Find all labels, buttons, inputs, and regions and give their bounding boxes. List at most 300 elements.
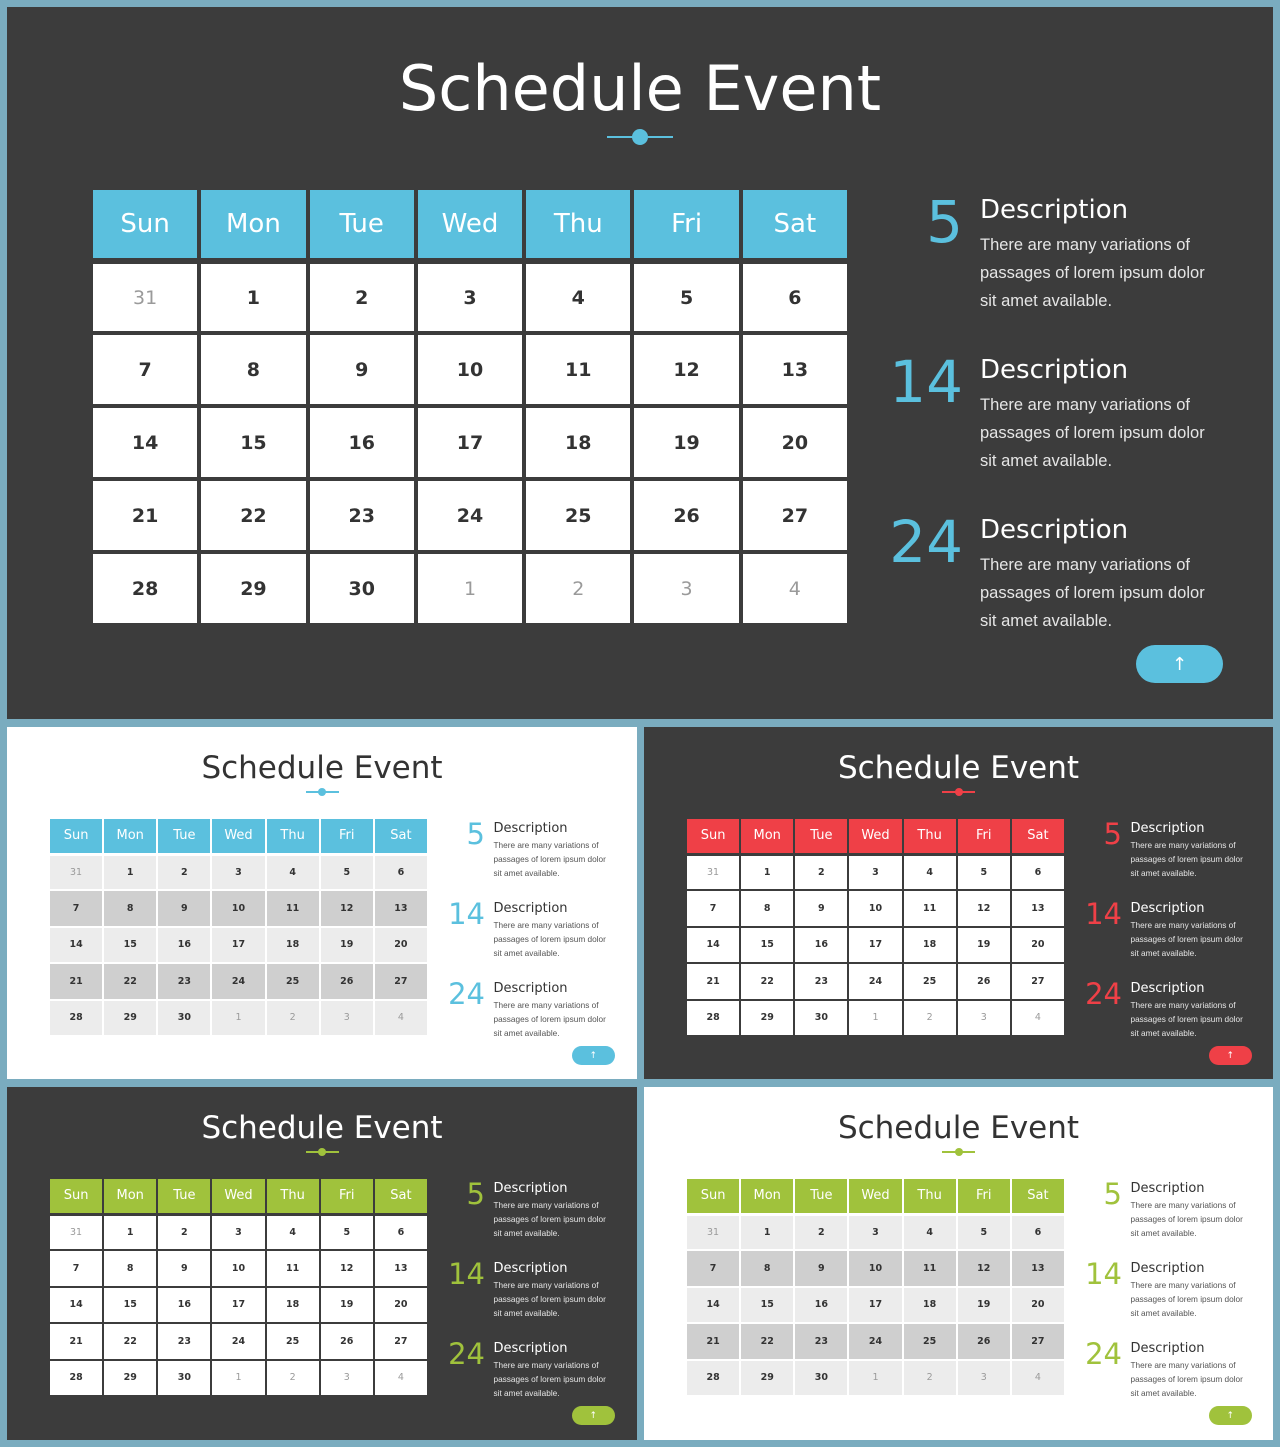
event-text: There are many variations of passages of lorem ipsum dolor sit amet available. [493, 1201, 606, 1238]
calendar-day-cell[interactable]: 13 [375, 891, 427, 926]
calendar-day-cell[interactable]: 3 [958, 1001, 1010, 1036]
calendar-day-cell[interactable]: 16 [158, 928, 210, 963]
calendar-day-cell[interactable]: 13 [375, 1251, 427, 1286]
calendar-day-cell[interactable]: 20 [375, 1288, 427, 1323]
calendar-day-cell[interactable]: 6 [1012, 856, 1064, 890]
calendar-day-cell[interactable]: 10 [212, 1251, 264, 1286]
calendar-day-cell[interactable]: 12 [321, 1251, 373, 1286]
weekday-header-sun: Sun [93, 190, 197, 258]
weekday-header-sat: Sat [375, 819, 427, 853]
scroll-up-button[interactable] [1136, 645, 1223, 683]
calendar-day-cell[interactable]: 2 [526, 554, 630, 623]
weekday-header-fri: Fri [321, 1179, 373, 1213]
calendar-day-cell[interactable]: 23 [158, 964, 210, 999]
up-arrow-icon: ↑ [589, 1410, 598, 1421]
calendar-day-cell[interactable]: 31 [687, 1216, 739, 1250]
calendar-day-cell[interactable]: 4 [904, 1216, 956, 1250]
calendar-day-cell[interactable]: 2 [310, 264, 414, 331]
title-divider [306, 787, 339, 797]
calendar-day-cell[interactable]: 16 [310, 408, 414, 477]
weekday-header-fri: Fri [958, 819, 1010, 853]
title-divider [607, 127, 673, 147]
event-description-list [447, 817, 617, 1047]
calendar-day-cell[interactable]: 10 [212, 891, 264, 926]
calendar-day-cell[interactable]: 3 [958, 1361, 1010, 1396]
weekday-header-sun: Sun [50, 819, 102, 853]
calendar-day-cell[interactable]: 3 [418, 264, 522, 331]
calendar-day-cell[interactable]: 3 [849, 856, 901, 890]
scroll-up-button[interactable] [572, 1046, 616, 1065]
calendar-day-cell[interactable]: 25 [904, 1324, 956, 1359]
calendar-day-cell[interactable]: 14 [687, 1288, 739, 1323]
calendar-day-cell[interactable]: 3 [321, 1361, 373, 1396]
weekday-header-mon: Mon [104, 1179, 156, 1213]
calendar-day-cell[interactable]: 6 [375, 856, 427, 890]
calendar-day-cell[interactable]: 17 [849, 928, 901, 963]
event-title: Description [1130, 901, 1205, 916]
calendar-day-cell[interactable]: 5 [321, 1216, 373, 1250]
slide-title: Schedule Event [201, 1110, 443, 1146]
event-title: Description [493, 901, 568, 916]
calendar-day-cell[interactable]: 18 [904, 928, 956, 963]
event-day-number: 5 [1103, 817, 1122, 851]
calendar-day-cell[interactable]: 2 [795, 856, 847, 890]
calendar-day-cell[interactable]: 9 [158, 1251, 210, 1286]
event-item [447, 1337, 617, 1412]
calendar-day-cell[interactable]: 1 [418, 554, 522, 623]
calendar-day-cell[interactable]: 4 [267, 1216, 319, 1250]
calendar-day-cell[interactable]: 13 [743, 335, 847, 404]
slide-dark-red [644, 727, 1273, 1079]
calendar-day-cell[interactable]: 20 [743, 408, 847, 477]
calendar-day-cell[interactable]: 14 [687, 928, 739, 963]
calendar-day-cell[interactable]: 21 [687, 1324, 739, 1359]
calendar-day-cell[interactable]: 12 [958, 891, 1010, 926]
event-item [447, 1177, 617, 1252]
calendar-day-cell[interactable]: 6 [1012, 1216, 1064, 1250]
event-item [447, 817, 617, 892]
scroll-up-button[interactable] [1209, 1406, 1253, 1425]
calendar-day-cell[interactable]: 27 [375, 1324, 427, 1359]
calendar-day-cell[interactable]: 26 [958, 1324, 1010, 1359]
divider-dot [318, 1148, 326, 1156]
calendar-day-cell[interactable]: 17 [849, 1288, 901, 1323]
title-divider [942, 787, 975, 797]
calendar-day-cell[interactable]: 8 [104, 891, 156, 926]
event-item [1084, 817, 1254, 892]
slide-title: Schedule Event [837, 1110, 1080, 1146]
calendar-day-cell[interactable]: 28 [93, 554, 197, 623]
calendar-day-cell[interactable]: 20 [1012, 1288, 1064, 1323]
up-arrow-icon: ↑ [1226, 1410, 1235, 1421]
calendar-day-cell[interactable]: 12 [958, 1251, 1010, 1286]
event-description-list [1084, 1177, 1254, 1407]
calendar-day-cell[interactable]: 29 [741, 1361, 793, 1396]
calendar-day-cell[interactable]: 15 [104, 928, 156, 963]
calendar-day-cell[interactable]: 19 [321, 928, 373, 963]
calendar-day-cell[interactable]: 27 [1012, 1324, 1064, 1359]
event-text: There are many variations of passages of lorem ipsum dolor sit amet available. [493, 841, 606, 878]
calendar-day-cell[interactable]: 24 [849, 964, 901, 999]
event-item [1084, 1177, 1254, 1252]
calendar-day-cell[interactable]: 1 [741, 1216, 793, 1250]
event-text: There are many variations of passages of lorem ipsum dolor sit amet available. [493, 921, 606, 958]
calendar-day-cell[interactable]: 20 [1012, 928, 1064, 963]
scroll-up-button[interactable] [1209, 1046, 1253, 1065]
calendar-day-cell[interactable]: 18 [267, 928, 319, 963]
event-item [1084, 1337, 1254, 1412]
calendar-day-cell[interactable]: 1 [104, 1216, 156, 1250]
calendar-day-cell[interactable]: 10 [418, 335, 522, 404]
calendar-day-cell[interactable]: 31 [687, 856, 739, 890]
calendar-day-cell[interactable]: 25 [267, 964, 319, 999]
calendar-day-cell[interactable]: 15 [741, 1288, 793, 1323]
calendar-day-cell[interactable]: 24 [212, 1324, 264, 1359]
calendar-day-cell[interactable]: 1 [201, 264, 305, 331]
weekday-header-mon: Mon [741, 819, 793, 853]
calendar-day-cell[interactable]: 25 [267, 1324, 319, 1359]
calendar-day-cell[interactable]: 5 [634, 264, 738, 331]
calendar-day-cell[interactable]: 26 [958, 964, 1010, 999]
weekday-header-tue: Tue [795, 819, 847, 853]
calendar-day-cell[interactable]: 1 [741, 856, 793, 890]
calendar-day-cell[interactable]: 20 [375, 928, 427, 963]
calendar-grid [50, 819, 427, 1036]
calendar-day-cell[interactable]: 11 [267, 891, 319, 926]
calendar-day-cell[interactable]: 19 [958, 928, 1010, 963]
event-text: There are many variations of passages of lorem ipsum dolor sit amet available. [980, 236, 1205, 310]
calendar-day-cell[interactable]: 7 [50, 891, 102, 926]
calendar-day-cell[interactable]: 13 [1012, 891, 1064, 926]
calendar-day-cell[interactable]: 4 [267, 856, 319, 890]
event-description-list [447, 1177, 617, 1407]
calendar-day-cell[interactable]: 4 [526, 264, 630, 331]
event-item [887, 507, 1227, 657]
calendar-day-cell[interactable]: 29 [201, 554, 305, 623]
event-description-list [1084, 817, 1254, 1047]
weekday-header-sun: Sun [687, 819, 739, 853]
calendar-day-cell[interactable]: 16 [795, 1288, 847, 1323]
event-text: There are many variations of passages of lorem ipsum dolor sit amet available. [493, 1281, 606, 1318]
divider-dot [318, 788, 326, 796]
calendar-day-cell[interactable]: 1 [212, 1361, 264, 1396]
calendar-day-cell[interactable]: 22 [741, 964, 793, 999]
calendar-day-cell[interactable]: 24 [849, 1324, 901, 1359]
calendar-day-cell[interactable]: 25 [904, 964, 956, 999]
weekday-header-tue: Tue [795, 1179, 847, 1213]
event-title: Description [1130, 981, 1205, 996]
calendar-day-cell[interactable]: 16 [158, 1288, 210, 1323]
event-title: Description [1130, 1181, 1205, 1196]
event-title: Description [493, 1261, 568, 1276]
weekday-header-wed: Wed [849, 1179, 901, 1213]
calendar-day-cell[interactable]: 18 [267, 1288, 319, 1323]
weekday-header-wed: Wed [212, 1179, 264, 1213]
divider-dot [955, 788, 963, 796]
calendar-day-cell[interactable]: 30 [795, 1361, 847, 1396]
event-text: There are many variations of passages of lorem ipsum dolor sit amet available. [1130, 841, 1243, 878]
calendar-day-cell[interactable]: 28 [50, 1361, 102, 1396]
calendar-day-cell[interactable]: 22 [201, 481, 305, 550]
slide-title: Schedule Event [398, 52, 882, 125]
calendar-day-cell[interactable]: 21 [687, 964, 739, 999]
calendar-day-cell[interactable]: 25 [526, 481, 630, 550]
calendar-day-cell[interactable]: 23 [795, 964, 847, 999]
slide-white-blue [7, 727, 637, 1079]
weekday-header-thu: Thu [267, 1179, 319, 1213]
calendar-day-cell[interactable]: 30 [795, 1001, 847, 1036]
calendar-day-cell[interactable]: 17 [418, 408, 522, 477]
calendar-day-cell[interactable]: 21 [50, 964, 102, 999]
calendar-day-cell[interactable]: 18 [904, 1288, 956, 1323]
calendar-day-cell[interactable]: 22 [104, 1324, 156, 1359]
calendar-day-cell[interactable]: 5 [321, 856, 373, 890]
calendar-day-cell[interactable]: 8 [201, 335, 305, 404]
weekday-header-thu: Thu [267, 819, 319, 853]
weekday-header-sat: Sat [1012, 1179, 1064, 1213]
calendar-day-cell[interactable]: 10 [849, 1251, 901, 1286]
calendar-day-cell[interactable]: 2 [158, 856, 210, 890]
calendar-day-cell[interactable]: 12 [321, 891, 373, 926]
calendar-day-cell[interactable]: 1 [212, 1001, 264, 1036]
weekday-header-fri: Fri [958, 1179, 1010, 1213]
event-title: Description [1130, 821, 1205, 836]
calendar-day-cell[interactable]: 26 [321, 964, 373, 999]
event-item [1084, 977, 1254, 1052]
calendar-day-cell[interactable]: 29 [104, 1001, 156, 1036]
event-item [887, 187, 1227, 337]
calendar-day-cell[interactable]: 9 [158, 891, 210, 926]
calendar-day-cell[interactable]: 26 [321, 1324, 373, 1359]
divider-dot [955, 1148, 963, 1156]
event-item [887, 347, 1227, 497]
calendar-day-cell[interactable]: 26 [634, 481, 738, 550]
event-title: Description [1130, 1341, 1205, 1356]
calendar-day-cell[interactable]: 23 [158, 1324, 210, 1359]
event-item [1084, 1257, 1254, 1332]
calendar-day-cell[interactable]: 23 [310, 481, 414, 550]
calendar-day-cell[interactable]: 19 [958, 1288, 1010, 1323]
calendar-day-cell[interactable]: 3 [212, 856, 264, 890]
title-divider [306, 1147, 339, 1157]
calendar-day-cell[interactable]: 7 [687, 1251, 739, 1286]
weekday-header-mon: Mon [741, 1179, 793, 1213]
calendar-day-cell[interactable]: 2 [904, 1361, 956, 1396]
event-text: There are many variations of passages of lorem ipsum dolor sit amet available. [1130, 1001, 1243, 1038]
event-text: There are many variations of passages of lorem ipsum dolor sit amet available. [1130, 1201, 1243, 1238]
event-day-number: 14 [1085, 1257, 1122, 1291]
weekday-header-sat: Sat [1012, 819, 1064, 853]
calendar-day-cell[interactable]: 21 [93, 481, 197, 550]
event-item [447, 1257, 617, 1332]
calendar-day-cell[interactable]: 12 [634, 335, 738, 404]
calendar-day-cell[interactable]: 2 [904, 1001, 956, 1036]
weekday-header-sun: Sun [50, 1179, 102, 1213]
event-day-number: 14 [448, 1257, 485, 1291]
calendar-day-cell[interactable]: 11 [904, 891, 956, 926]
calendar-day-cell[interactable]: 22 [104, 964, 156, 999]
calendar-day-cell[interactable]: 15 [741, 928, 793, 963]
calendar-day-cell[interactable]: 31 [50, 1216, 102, 1250]
weekday-header-wed: Wed [418, 190, 522, 258]
calendar-day-cell[interactable]: 30 [310, 554, 414, 623]
slide-white-green [644, 1087, 1273, 1440]
weekday-header-tue: Tue [158, 1179, 210, 1213]
weekday-header-tue: Tue [158, 819, 210, 853]
calendar-day-cell[interactable]: 1 [104, 856, 156, 890]
weekday-header-sun: Sun [687, 1179, 739, 1213]
calendar-day-cell[interactable]: 13 [1012, 1251, 1064, 1286]
event-text: There are many variations of passages of lorem ipsum dolor sit amet available. [1130, 1281, 1243, 1318]
calendar-day-cell[interactable]: 15 [201, 408, 305, 477]
calendar-day-cell[interactable]: 1 [849, 1361, 901, 1396]
calendar-day-cell[interactable]: 28 [687, 1001, 739, 1036]
calendar-day-cell[interactable]: 21 [50, 1324, 102, 1359]
calendar-day-cell[interactable]: 4 [904, 856, 956, 890]
event-title: Description [493, 821, 568, 836]
event-title: Description [980, 355, 1129, 385]
calendar-day-cell[interactable]: 2 [267, 1001, 319, 1036]
calendar-day-cell[interactable]: 8 [104, 1251, 156, 1286]
up-arrow-icon: ↑ [1171, 653, 1188, 675]
calendar-day-cell[interactable]: 6 [375, 1216, 427, 1250]
weekday-header-sat: Sat [743, 190, 847, 258]
scroll-up-button[interactable] [572, 1406, 616, 1425]
divider-dot [632, 129, 648, 145]
calendar-day-cell[interactable]: 6 [743, 264, 847, 331]
calendar-day-cell[interactable]: 8 [741, 1251, 793, 1286]
calendar-day-cell[interactable]: 14 [50, 928, 102, 963]
calendar-day-cell[interactable]: 16 [795, 928, 847, 963]
event-text: There are many variations of passages of lorem ipsum dolor sit amet available. [980, 396, 1205, 470]
slide-title: Schedule Event [201, 750, 443, 786]
calendar-day-cell[interactable]: 4 [375, 1001, 427, 1036]
calendar-day-cell[interactable]: 4 [1012, 1361, 1064, 1396]
calendar-day-cell[interactable]: 5 [958, 1216, 1010, 1250]
calendar-day-cell[interactable]: 30 [158, 1361, 210, 1396]
event-title: Description [493, 1341, 568, 1356]
calendar-day-cell[interactable]: 22 [741, 1324, 793, 1359]
calendar-day-cell[interactable]: 27 [1012, 964, 1064, 999]
calendar-day-cell[interactable]: 9 [795, 1251, 847, 1286]
calendar-day-cell[interactable]: 2 [267, 1361, 319, 1396]
calendar-day-cell[interactable]: 29 [104, 1361, 156, 1396]
weekday-header-thu: Thu [904, 819, 956, 853]
calendar-day-cell[interactable]: 24 [418, 481, 522, 550]
event-day-number: 5 [466, 817, 485, 851]
slide-main [7, 7, 1273, 719]
calendar-day-cell[interactable]: 31 [93, 264, 197, 331]
event-text: There are many variations of passages of lorem ipsum dolor sit amet available. [980, 556, 1205, 630]
weekday-header-thu: Thu [904, 1179, 956, 1213]
calendar-day-cell[interactable]: 28 [687, 1361, 739, 1396]
weekday-header-tue: Tue [310, 190, 414, 258]
calendar-day-cell[interactable]: 29 [741, 1001, 793, 1036]
event-description-list [887, 187, 1227, 647]
calendar-day-cell[interactable]: 11 [526, 335, 630, 404]
event-day-number: 5 [926, 188, 963, 256]
event-text: There are many variations of passages of lorem ipsum dolor sit amet available. [1130, 921, 1243, 958]
calendar-day-cell[interactable]: 2 [795, 1216, 847, 1250]
event-day-number: 5 [1103, 1177, 1122, 1211]
calendar-day-cell[interactable]: 27 [743, 481, 847, 550]
calendar-day-cell[interactable]: 7 [93, 335, 197, 404]
calendar-day-cell[interactable]: 19 [321, 1288, 373, 1323]
calendar-day-cell[interactable]: 23 [795, 1324, 847, 1359]
calendar-day-cell[interactable]: 28 [50, 1001, 102, 1036]
slide-dark-green [7, 1087, 637, 1440]
calendar-day-cell[interactable]: 30 [158, 1001, 210, 1036]
event-day-number: 24 [448, 1337, 485, 1371]
calendar-day-cell[interactable]: 27 [375, 964, 427, 999]
event-title: Description [980, 195, 1129, 225]
event-day-number: 14 [448, 897, 485, 931]
event-title: Description [980, 515, 1129, 545]
event-text: There are many variations of passages of lorem ipsum dolor sit amet available. [493, 1001, 606, 1038]
calendar-day-cell[interactable]: 8 [741, 891, 793, 926]
calendar-day-cell[interactable]: 14 [93, 408, 197, 477]
calendar-day-cell[interactable]: 4 [743, 554, 847, 623]
event-day-number: 24 [1085, 977, 1122, 1011]
calendar-day-cell[interactable]: 31 [50, 856, 102, 890]
up-arrow-icon: ↑ [1226, 1050, 1235, 1061]
calendar-day-cell[interactable]: 11 [904, 1251, 956, 1286]
calendar-day-cell[interactable]: 18 [526, 408, 630, 477]
calendar-day-cell[interactable]: 10 [849, 891, 901, 926]
calendar-day-cell[interactable]: 3 [212, 1216, 264, 1250]
calendar-day-cell[interactable]: 3 [849, 1216, 901, 1250]
weekday-header-sat: Sat [375, 1179, 427, 1213]
event-day-number: 14 [889, 348, 963, 416]
calendar-day-cell[interactable]: 17 [212, 928, 264, 963]
event-day-number: 24 [448, 977, 485, 1011]
calendar-day-cell[interactable]: 4 [1012, 1001, 1064, 1036]
calendar-day-cell[interactable]: 5 [958, 856, 1010, 890]
weekday-header-thu: Thu [526, 190, 630, 258]
event-day-number: 24 [889, 508, 963, 576]
weekday-header-mon: Mon [201, 190, 305, 258]
event-text: There are many variations of passages of lorem ipsum dolor sit amet available. [1130, 1361, 1243, 1398]
calendar-grid [50, 1179, 427, 1396]
calendar-grid [687, 819, 1064, 1036]
up-arrow-icon: ↑ [589, 1050, 598, 1061]
event-day-number: 5 [466, 1177, 485, 1211]
calendar-day-cell[interactable]: 17 [212, 1288, 264, 1323]
calendar-day-cell[interactable]: 11 [267, 1251, 319, 1286]
event-title: Description [1130, 1261, 1205, 1276]
calendar-day-cell[interactable]: 2 [158, 1216, 210, 1250]
calendar-day-cell[interactable]: 19 [634, 408, 738, 477]
event-item [447, 897, 617, 972]
calendar-day-cell[interactable]: 1 [849, 1001, 901, 1036]
calendar-day-cell[interactable]: 3 [321, 1001, 373, 1036]
calendar-day-cell[interactable]: 14 [50, 1288, 102, 1323]
event-item [447, 977, 617, 1052]
calendar-day-cell[interactable]: 7 [687, 891, 739, 926]
calendar-day-cell[interactable]: 9 [795, 891, 847, 926]
title-divider [942, 1147, 975, 1157]
calendar-day-cell[interactable]: 3 [634, 554, 738, 623]
calendar-day-cell[interactable]: 7 [50, 1251, 102, 1286]
calendar-day-cell[interactable]: 4 [375, 1361, 427, 1396]
calendar-day-cell[interactable]: 24 [212, 964, 264, 999]
event-day-number: 14 [1085, 897, 1122, 931]
calendar-day-cell[interactable]: 9 [310, 335, 414, 404]
weekday-header-fri: Fri [321, 819, 373, 853]
event-text: There are many variations of passages of lorem ipsum dolor sit amet available. [493, 1361, 606, 1398]
event-title: Description [493, 1181, 568, 1196]
calendar-day-cell[interactable]: 15 [104, 1288, 156, 1323]
